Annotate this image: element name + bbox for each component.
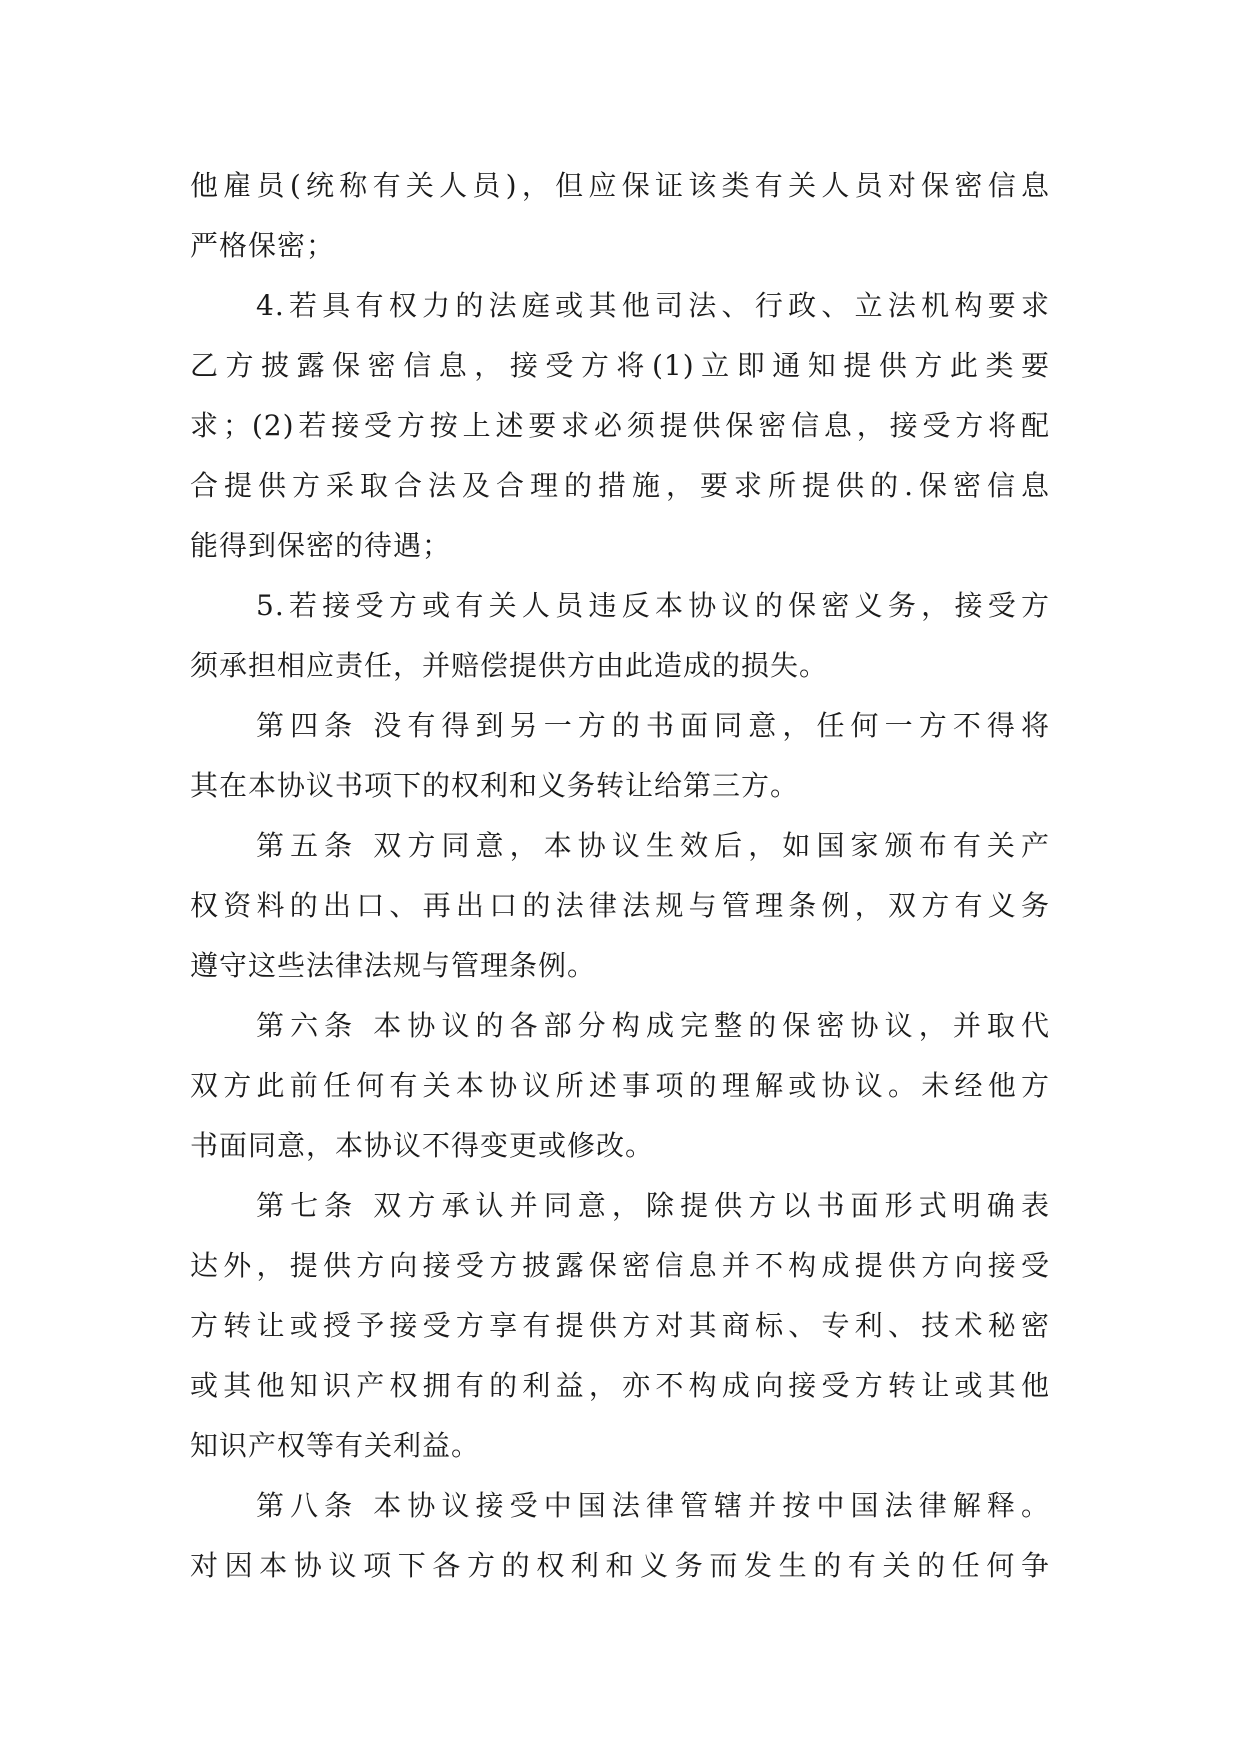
document-body: [190, 156, 1050, 1596]
text-line: 5.若接受方或有关人员违反本协议的保密义务，接受方: [256, 589, 1050, 622]
text-line: 他雇员(统称有关人员)，但应保证该类有关人员对保密信息: [190, 169, 1050, 202]
text-line: 求；(2)若接受方按上述要求必须提供保密信息，接受方将配: [190, 409, 1050, 442]
text-line: 第七条 双方承认并同意，除提供方以书面形式明确表: [256, 1189, 1050, 1222]
text-line: 达外，提供方向接受方披露保密信息并不构成提供方向接受: [190, 1249, 1050, 1282]
text-line: 权资料的出口、再出口的法律法规与管理条例，双方有义务: [190, 889, 1050, 922]
text-line: 严格保密；: [190, 229, 336, 262]
text-line: 第六条 本协议的各部分构成完整的保密协议，并取代: [256, 1009, 1050, 1042]
text-line: 须承担相应责任，并赔偿提供方由此造成的损失。: [190, 649, 829, 682]
text-line: 其在本协议书项下的权利和义务转让给第三方。: [190, 769, 800, 802]
text-line: 乙方披露保密信息，接受方将(1)立即通知提供方此类要: [190, 349, 1050, 382]
text-line: 双方此前任何有关本协议所述事项的理解或协议。未经他方: [190, 1069, 1050, 1102]
text-line: 方转让或授予接受方享有提供方对其商标、专利、技术秘密: [190, 1309, 1050, 1342]
text-line: 第八条 本协议接受中国法律管辖并按中国法律解释。: [256, 1489, 1050, 1522]
text-line: 能得到保密的待遇；: [190, 529, 452, 562]
text-line: 知识产权等有关利益。: [190, 1429, 481, 1462]
text-line: 或其他知识产权拥有的利益，亦不构成向接受方转让或其他: [190, 1369, 1050, 1402]
text-line: 书面同意，本协议不得变更或修改。: [190, 1129, 655, 1162]
text-line: 对因本协议项下各方的权利和义务而发生的有关的任何争: [190, 1549, 1050, 1582]
text-line: 合提供方采取合法及合理的措施，要求所提供的.保密信息: [190, 469, 1050, 502]
text-line: 遵守这些法律法规与管理条例。: [190, 949, 597, 982]
text-line: 4.若具有权力的法庭或其他司法、行政、立法机构要求: [256, 289, 1050, 322]
text-line: 第五条 双方同意，本协议生效后，如国家颁布有关产: [256, 829, 1050, 862]
text-line: 第四条 没有得到另一方的书面同意，任何一方不得将: [256, 709, 1050, 742]
